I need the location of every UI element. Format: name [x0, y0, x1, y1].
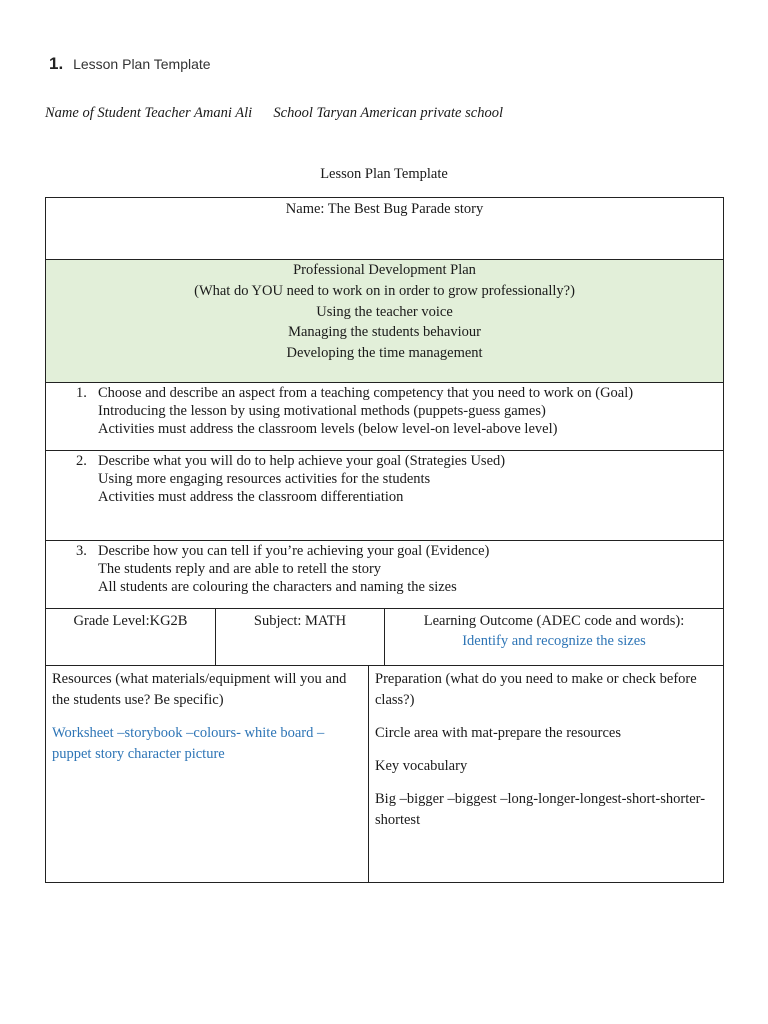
- item-question: Describe how you can tell if you’re achieving your goal (Evidence): [98, 543, 490, 559]
- heading-title: Lesson Plan Template: [73, 56, 211, 72]
- resources-value: Worksheet –storybook –colours- white board –puppet story character picture: [52, 725, 325, 762]
- item-answer: All students are colouring the characters and naming the sizes: [98, 579, 457, 595]
- pd-line: Using the teacher voice: [316, 303, 453, 320]
- heading-number: 1.: [49, 54, 64, 73]
- item-answer: Activities must address the classroom differentiation: [98, 489, 404, 505]
- goal-cell: [46, 383, 724, 451]
- item-number: 1.: [76, 385, 87, 401]
- learning-outcome-cell: [385, 609, 724, 666]
- item-answer: Activities must address the classroom levels (below level-on level-above level): [98, 421, 558, 437]
- resources-cell: [46, 666, 369, 883]
- document-heading: [49, 54, 211, 74]
- preparation-cell: [369, 666, 724, 883]
- item-answer: The students reply and are able to retell the story: [98, 561, 382, 577]
- grade-level-cell: Grade Level:KG2B: [46, 609, 216, 666]
- resources-label: Resources (what materials/equipment will you and the students use? Be specific): [52, 671, 347, 708]
- item-question: Describe what you will do to help achieve your goal (Strategies Used): [98, 453, 506, 469]
- student-info-line: [45, 105, 503, 122]
- pd-title: Professional Development Plan: [293, 262, 476, 278]
- item-number: 2.: [76, 453, 87, 469]
- preparation-label: Preparation (what do you need to make or check before class?): [375, 671, 697, 708]
- key-vocabulary: Big –bigger –biggest –long-longer-longest-short-shorter-shortest: [375, 791, 706, 828]
- student-teacher-name: Name of Student Teacher Amani Ali: [45, 105, 253, 121]
- outcome-label: Learning Outcome (ADEC code and words):: [423, 613, 685, 629]
- item-answer: Introducing the lesson by using motivational methods (puppets-guess games): [98, 403, 546, 419]
- key-vocabulary-label: Key vocabulary: [375, 758, 468, 774]
- lesson-name-cell: Name: The Best Bug Parade story: [46, 198, 724, 260]
- item-number: 3.: [76, 543, 87, 559]
- outcome-value: Identify and recognize the sizes: [462, 633, 646, 649]
- subject-cell: Subject: MATH: [216, 609, 385, 666]
- school-name: School Taryan American private school: [273, 105, 503, 121]
- professional-development-cell: [46, 260, 724, 383]
- evidence-cell: [46, 541, 724, 609]
- lesson-plan-title: Lesson Plan Template: [320, 166, 448, 182]
- pd-line: Managing the students behaviour: [288, 324, 481, 341]
- pd-question: (What do YOU need to work on in order to grow professionally?): [194, 282, 575, 299]
- pd-line: Developing the time management: [286, 345, 483, 362]
- strategies-cell: [46, 451, 724, 541]
- preparation-line: Circle area with mat-prepare the resources: [375, 725, 621, 741]
- item-question: Choose and describe an aspect from a teaching competency that you need to work on (Goal): [98, 385, 634, 401]
- lesson-plan-table: [45, 197, 724, 883]
- item-answer: Using more engaging resources activities for the students: [98, 471, 431, 487]
